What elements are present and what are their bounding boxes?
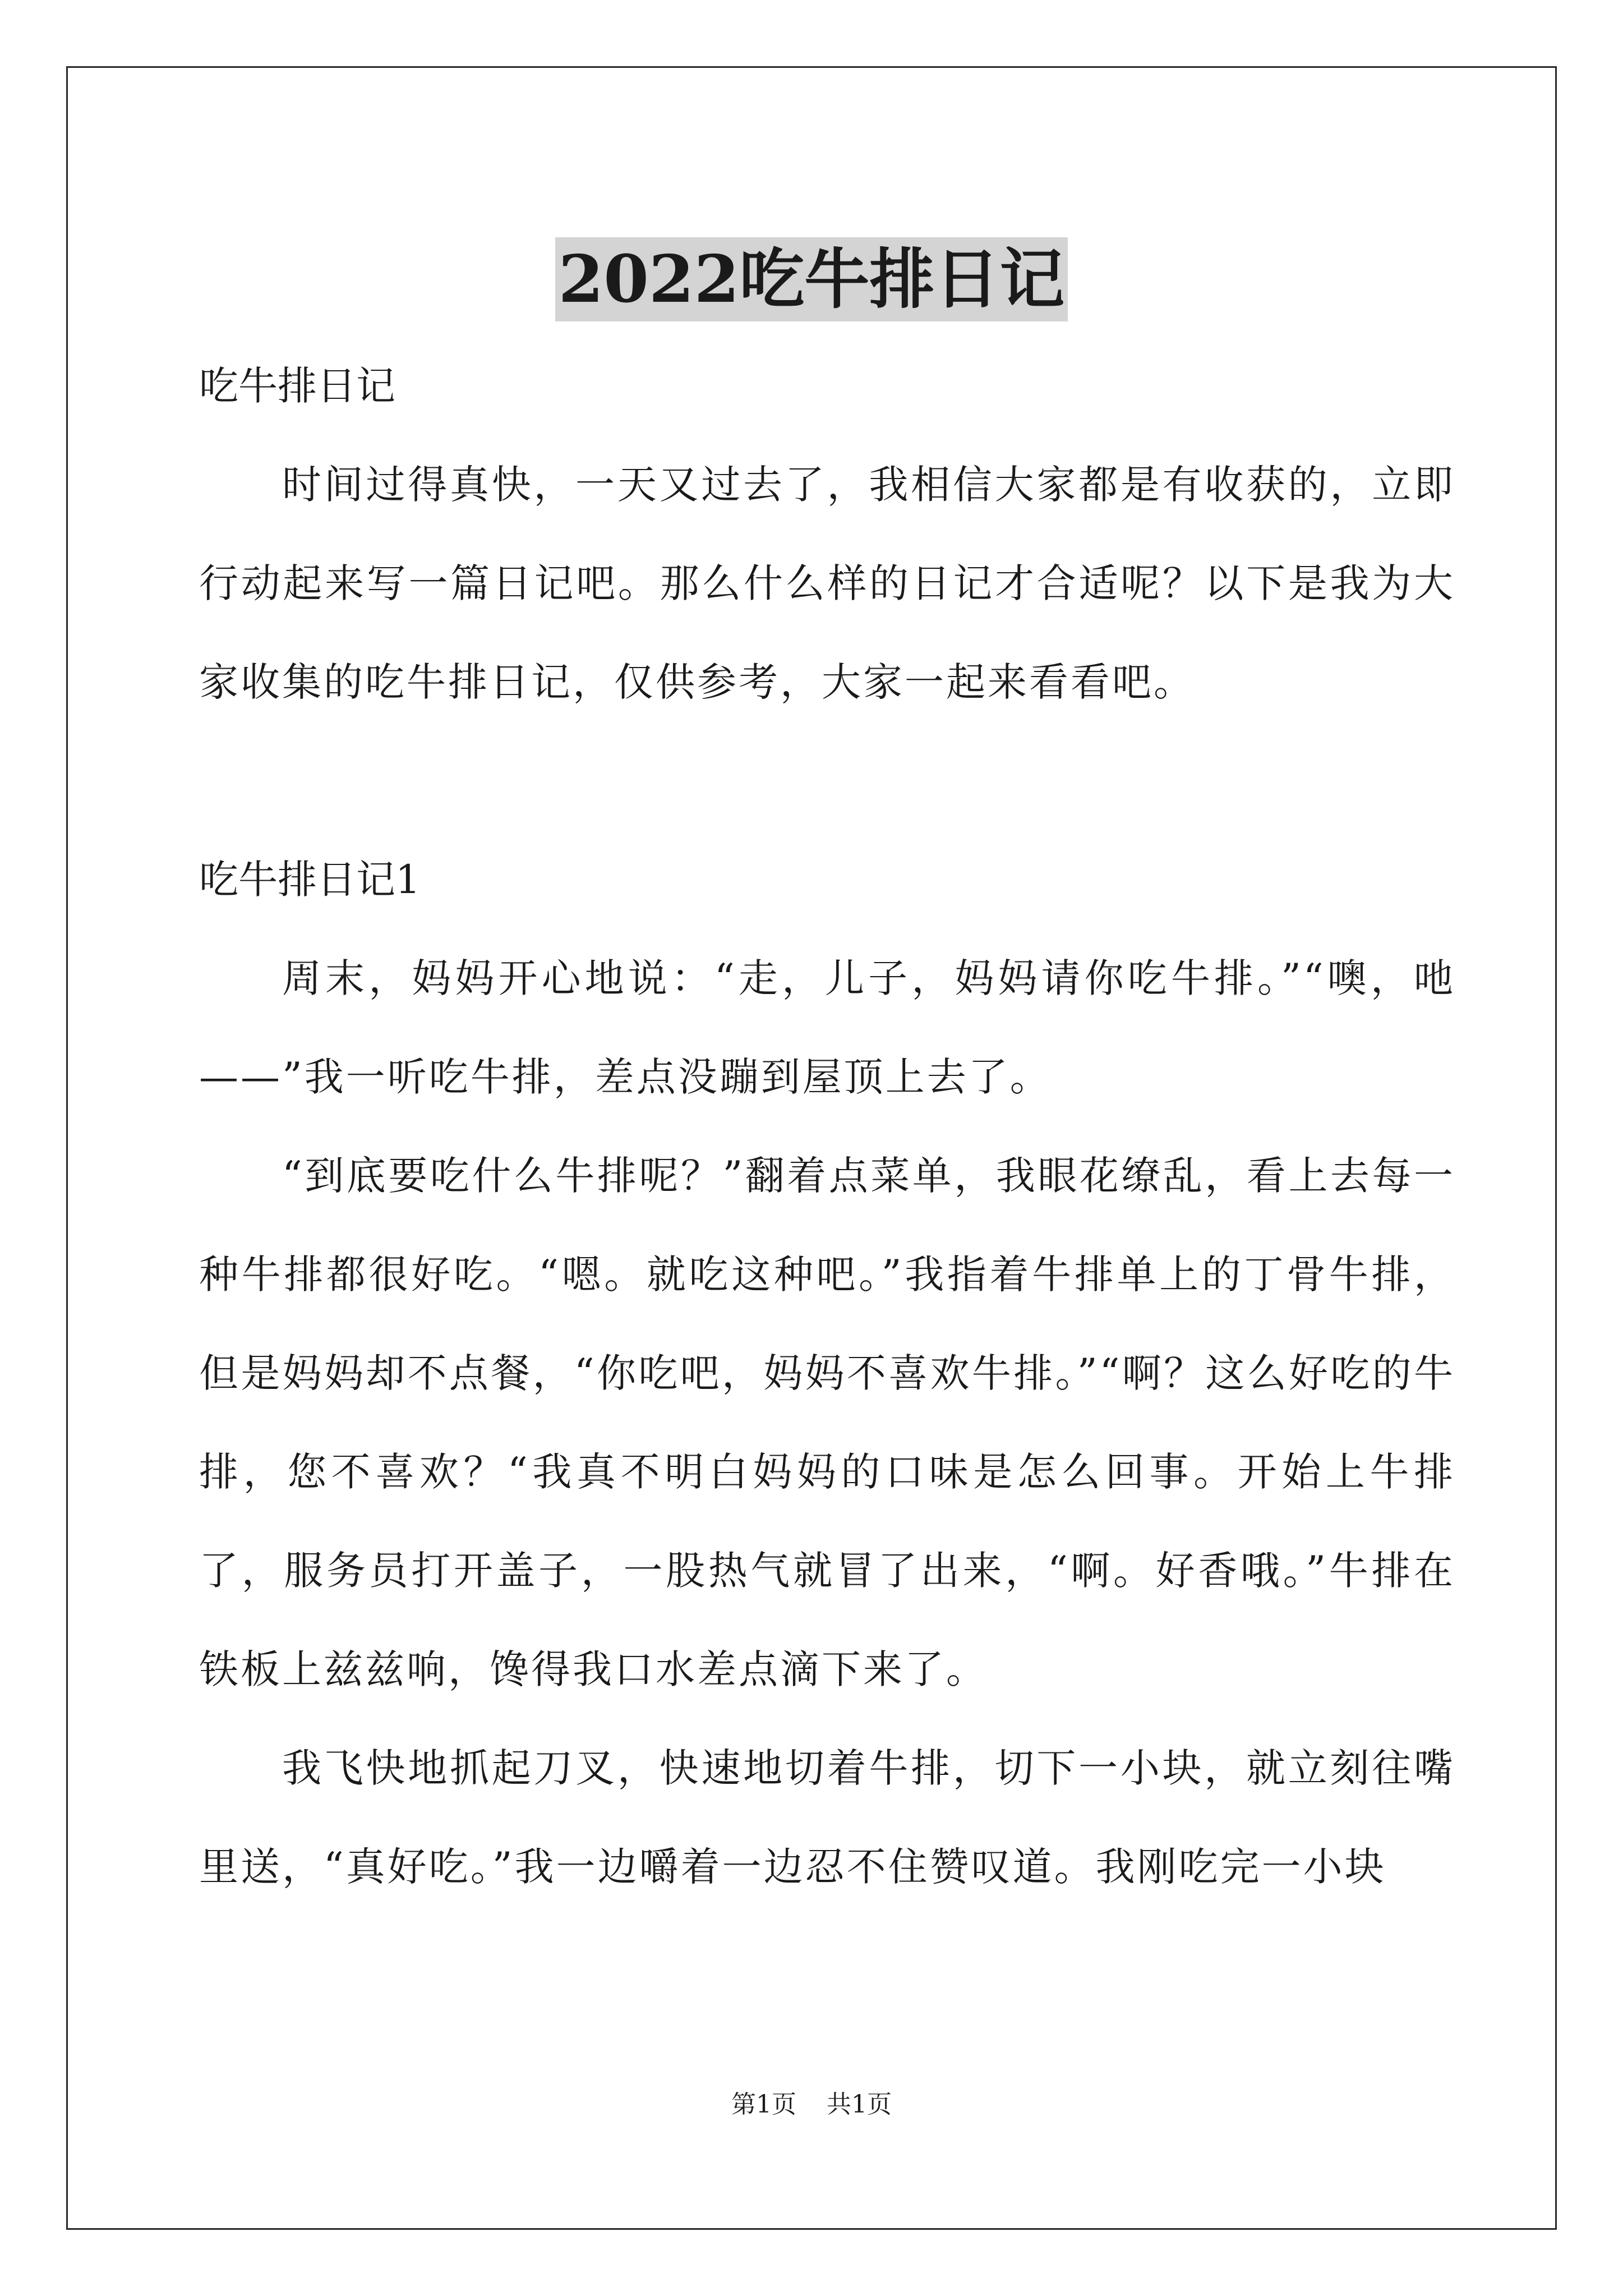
document-title-text: 2022吃牛排日记 <box>555 237 1068 321</box>
page-number: 第1页 <box>731 2090 796 2119</box>
intro-paragraph: 时间过得真快，一天又过去了，我相信大家都是有收获的，立即行动起来写一篇日记吧。那么什么样的日记才合适呢？以下是我为大家收集的吃牛排日记，仅供参考，大家一起来看看吧。 <box>199 462 1455 705</box>
body-paragraph: 我飞快地抓起刀叉，快速地切着牛排，切下一小块，就立刻往嘴里送，“真好吃。”我一边嚼着一边忍不住赞叹道。我刚吃完一小块 <box>199 1745 1455 1890</box>
body-paragraph: “到底要吃什么牛排呢？”翻着点菜单，我眼花缭乱，看上去每一种牛排都很好吃。“嗯。就吃这种吧。”我指着牛排单上的丁骨牛排，但是妈妈却不点餐，“你吃吧，妈妈不喜欢牛排。”“啊？这么好吃的牛排，您不喜欢？“我真不明白妈妈的口味是怎么回事。开始上牛排了，服务员打开盖子，一股热气就冒了出来，“啊。好香哦。”牛排在铁板上兹兹响，馋得我口水差点滴下来了。 <box>199 1153 1455 1692</box>
section-spacer <box>199 731 1455 830</box>
body-paragraph: 周末，妈妈开心地说：“走，儿子，妈妈请你吃牛排。”“噢，吔——”我一听吃牛排，差点没蹦到屋顶上去了。 <box>199 955 1455 1100</box>
intro-heading: 吃牛排日记 <box>199 363 395 409</box>
section-heading: 吃牛排日记1 <box>199 857 421 903</box>
document-title <box>0 237 1623 321</box>
page-footer <box>0 2088 1623 2122</box>
page-total: 共1页 <box>827 2090 892 2119</box>
document-body <box>199 337 1455 1916</box>
